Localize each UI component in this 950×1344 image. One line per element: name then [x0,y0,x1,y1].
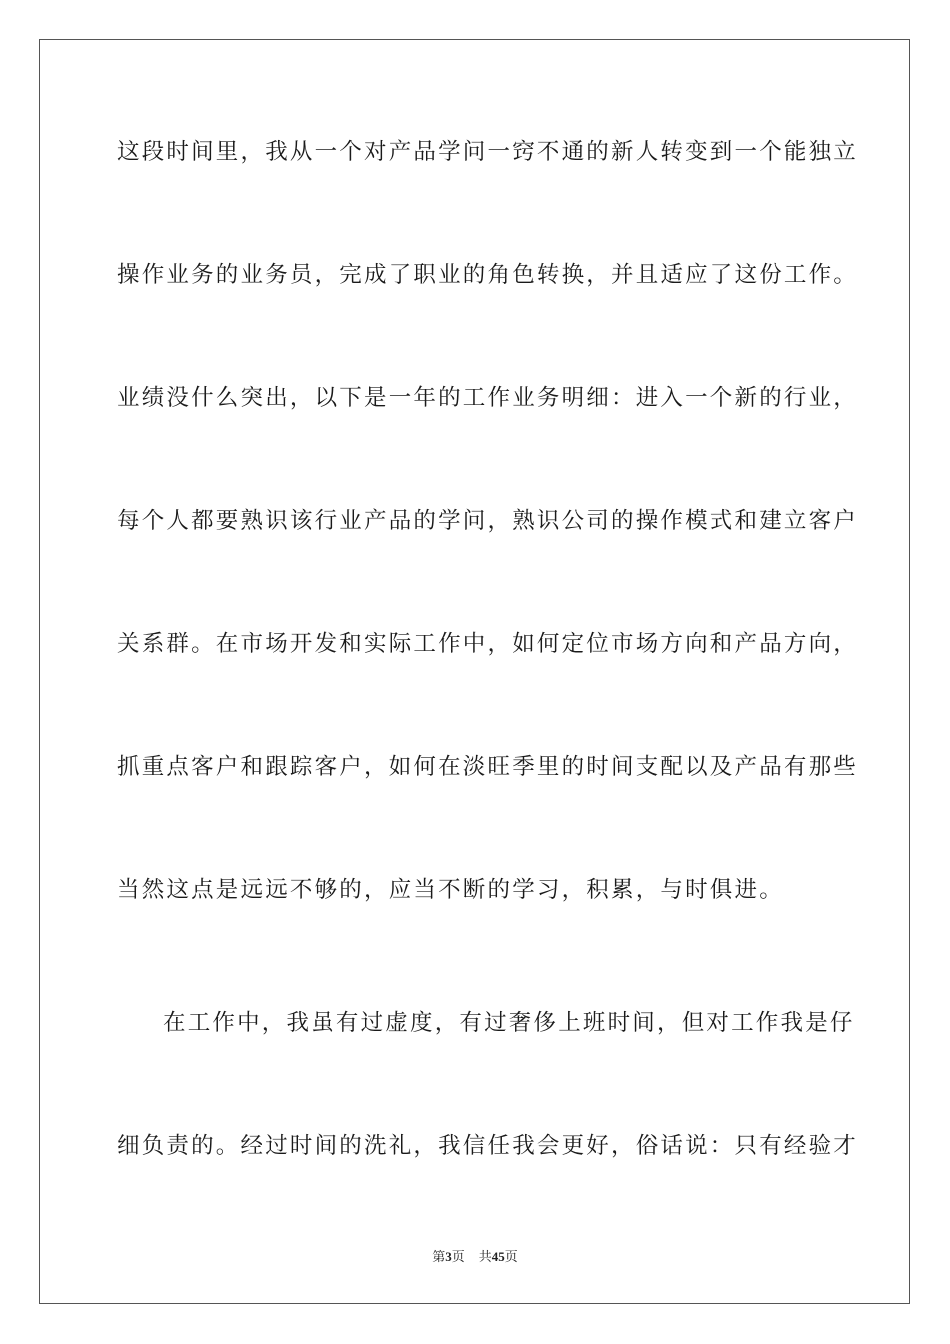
body-line: 每个人都要熟识该行业产品的学问，熟识公司的操作模式和建立客户 [117,508,859,534]
total-suffix: 页 [504,1250,518,1265]
body-line: 当然这点是远远不够的，应当不断的学习，积累，与时俱进。 [117,877,784,903]
page-prefix: 第 [432,1250,446,1265]
body-line: 业绩没什么突出，以下是一年的工作业务明细：进入一个新的行业， [117,385,859,411]
body-line: 抓重点客户和跟踪客户，如何在淡旺季里的时间支配以及产品有那些 [117,754,859,780]
body-line: 细负责的。经过时间的洗礼，我信任我会更好，俗话说：只有经验才 [117,1133,859,1159]
page-suffix: 页 [451,1250,465,1265]
body-line: 操作业务的业务员，完成了职业的角色转换，并且适应了这份工作。 [117,262,859,288]
body-line: 关系群。在市场开发和实际工作中，如何定位市场方向和产品方向， [117,631,859,657]
paragraph-first-line: 在工作中，我虽有过虚度，有过奢侈上班时间，但对工作我是仔 [163,1010,855,1036]
page-border [39,39,910,1304]
page-footer [0,1248,950,1267]
total-page-count: 45 [491,1249,505,1264]
total-prefix: 共 [478,1250,492,1265]
body-line: 这段时间里，我从一个对产品学问一窍不通的新人转变到一个能独立 [117,139,859,165]
current-page-number: 3 [445,1249,452,1264]
